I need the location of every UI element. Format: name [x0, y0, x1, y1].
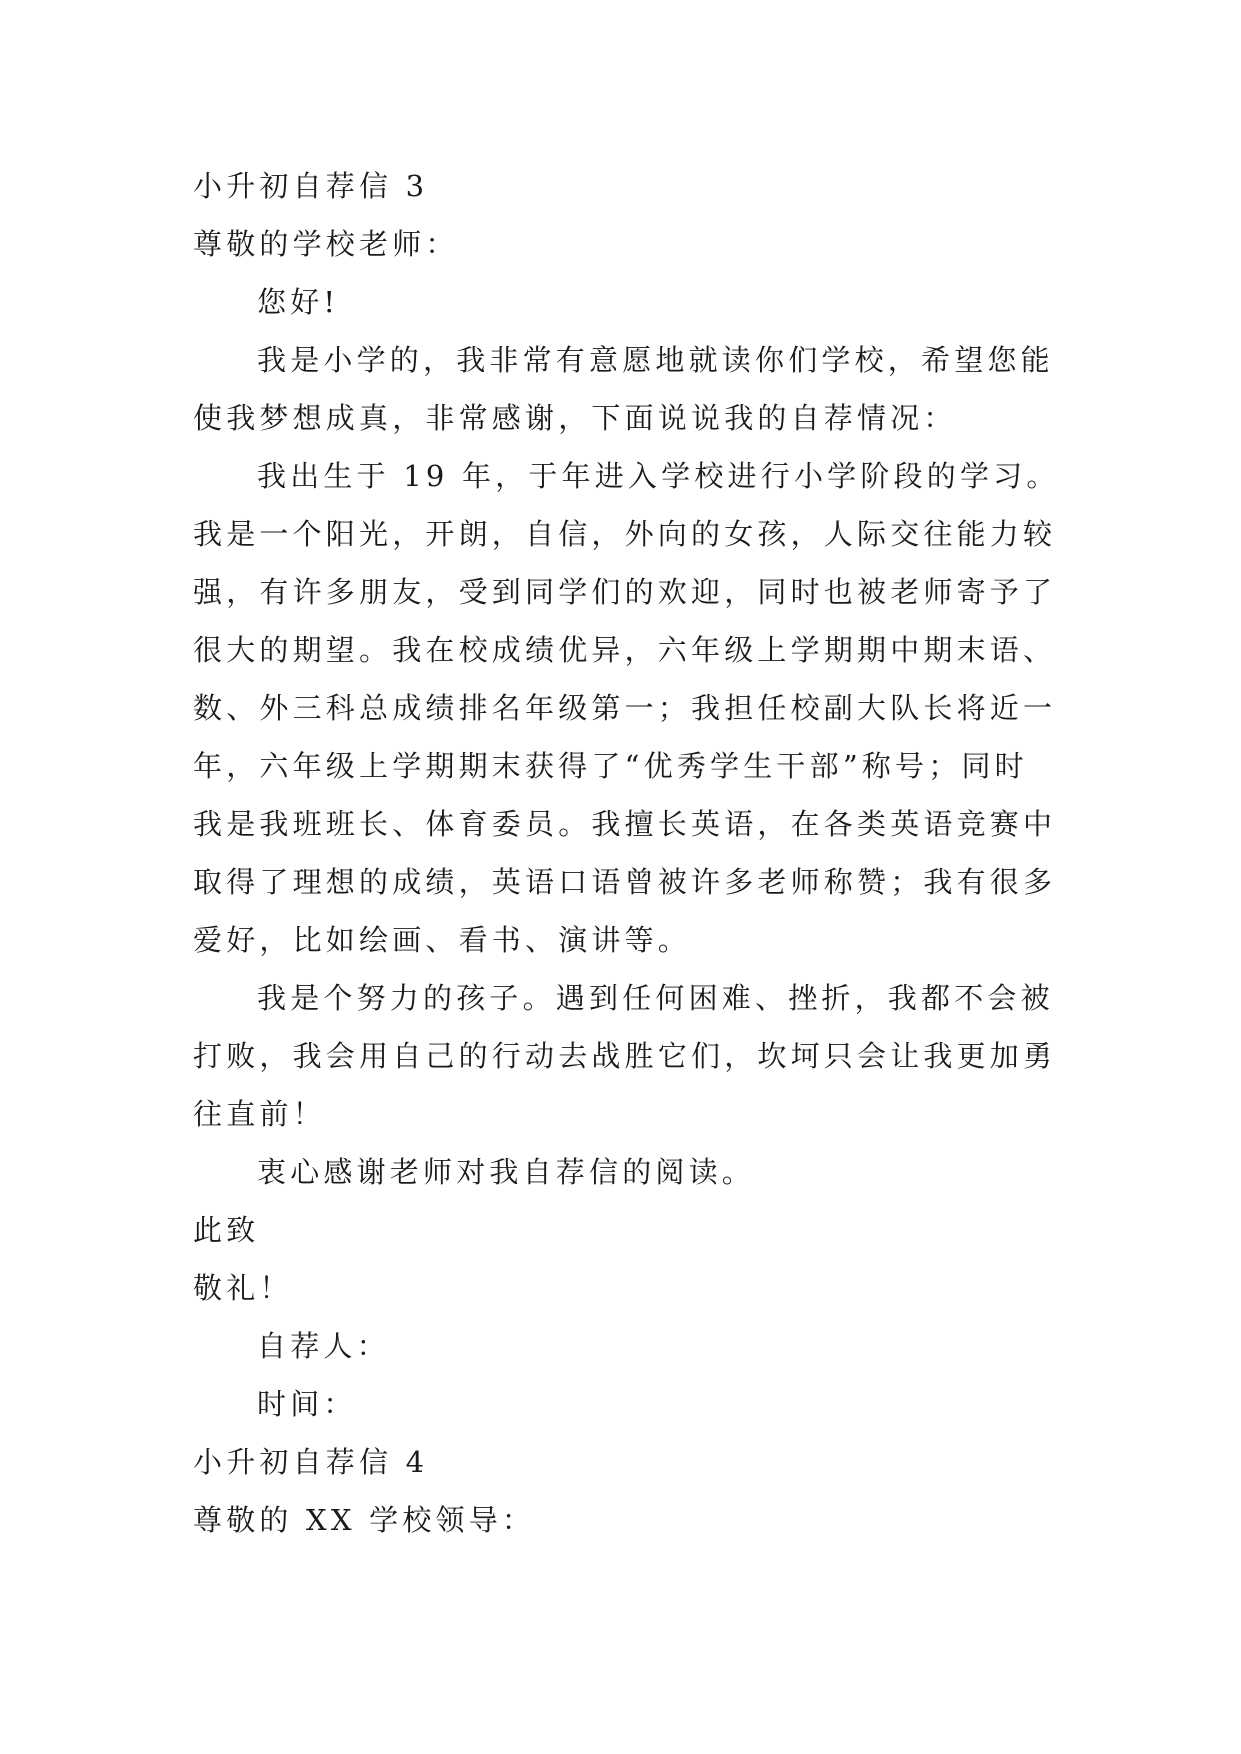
paragraph-2-line-5: 数、外三科总成绩排名年级第一；我担任校副大队长将近一: [193, 691, 1057, 725]
paragraph-2-line-7: 我是我班班长、体育委员。我擅长英语，在各类英语竞赛中: [193, 807, 1057, 841]
greeting: 您好!: [257, 285, 340, 319]
letter-3-salutation: 尊敬的学校老师：: [193, 227, 459, 261]
paragraph-3-line-3: 往直前！: [193, 1097, 326, 1131]
paragraph-3-line-1: 我是个努力的孩子。遇到任何困难、挫折，我都不会被: [257, 981, 1054, 1015]
paragraph-2-line-9: 爱好，比如绘画、看书、演讲等。: [193, 923, 692, 957]
letter-4-salutation: 尊敬的 XX 学校领导：: [193, 1503, 536, 1537]
signature-label: 自荐人：: [257, 1329, 390, 1363]
paragraph-2-line-8: 取得了理想的成绩，英语口语曾被许多老师称赞；我有很多: [193, 865, 1057, 899]
closing-2: 敬礼！: [193, 1271, 293, 1305]
letter-4-title: 小升初自荐信 4: [193, 1445, 429, 1479]
letter-3-title: 小升初自荐信 3: [193, 169, 429, 203]
date-label: 时间：: [257, 1387, 357, 1421]
paragraph-2-line-2: 我是一个阳光，开朗，自信，外向的女孩，人际交往能力较: [193, 517, 1057, 551]
paragraph-4: 衷心感谢老师对我自荐信的阅读。: [257, 1155, 756, 1189]
paragraph-1-line-1: 我是小学的，我非常有意愿地就读你们学校，希望您能: [257, 343, 1054, 377]
closing-1: 此致: [193, 1213, 260, 1247]
paragraph-2-line-4: 很大的期望。我在校成绩优异，六年级上学期期中期末语、: [193, 633, 1057, 667]
paragraph-3-line-2: 打败，我会用自己的行动去战胜它们，坎坷只会让我更加勇: [193, 1039, 1057, 1073]
paragraph-2-line-6: 年，六年级上学期期末获得了“优秀学生干部”称号；同时: [193, 749, 1028, 783]
paragraph-1-line-2: 使我梦想成真，非常感谢，下面说说我的自荐情况：: [193, 401, 957, 435]
paragraph-2-line-3: 强，有许多朋友，受到同学们的欢迎，同时也被老师寄予了: [193, 575, 1057, 609]
paragraph-2-line-1: 我出生于 19 年，于年进入学校进行小学阶段的学习。: [257, 459, 1060, 493]
